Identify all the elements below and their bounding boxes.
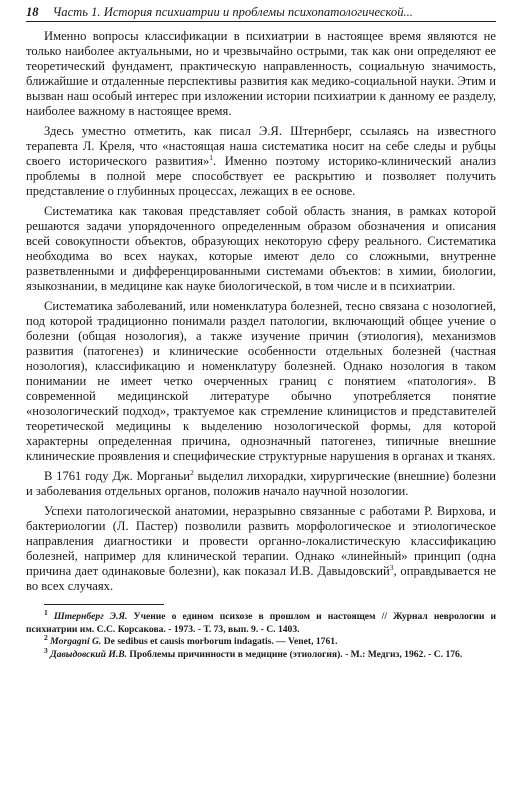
running-title: Часть 1. История психиатрии и проблемы психопатологической...	[52, 5, 413, 19]
footnote-ref: 1	[209, 152, 214, 162]
paragraph-1	[26, 29, 496, 119]
paragraph-4	[26, 299, 496, 464]
paragraph-text: Здесь уместно отметить, как писал Э.Я. Штернберг, ссылаясь на известного терапевта Л. Креля, что «настоящая наша систематика носит на себе следы и рубцы своего исторического развития»	[26, 124, 496, 168]
footnote-ref: 3	[389, 562, 394, 572]
footnote-mark: 2	[44, 632, 48, 642]
header-rule	[26, 21, 496, 22]
footnote-author: Morgagni G.	[50, 636, 102, 647]
footnote-text: De sedibus et causis morborum indagatis. — Venet, 1761.	[101, 636, 338, 647]
footnote-3	[26, 645, 496, 662]
footnote-rule	[44, 604, 164, 605]
paragraph-text: Именно вопросы классификации в психиатрии в настоящее время являются не только наиболее актуальными, но и чрезвычайно острыми, так как они определяют ее теоретический фундамент, практическую направленность, социальную значимость, ближайшие и отдаленные перспективы развития как медико-социальной науки. Этим и вызван наш особый интерес при изложении истории психиатрии к данному ее разделу, наиболее важному в настоящее время.	[26, 29, 496, 118]
footnote-text: Учение о едином психозе в прошлом и настоящем // Журнал неврологии и психиатрии им. С.С. Корсакова. - 1973. - Т. 73, вып. 9. - С. 1403.	[26, 611, 496, 635]
footnote-mark: 3	[44, 645, 48, 655]
paragraph-2	[26, 124, 496, 199]
paragraph-3	[26, 204, 496, 294]
page-number: 18	[26, 5, 39, 19]
paragraph-5	[26, 469, 496, 499]
footnote-author: Давыдовский И.В.	[50, 648, 128, 660]
footnote-ref: 2	[189, 467, 194, 477]
footnote-mark: 1	[44, 607, 48, 617]
paragraph-text: Систематика заболеваний, или номенклатура болезней, тесно связана с нозологией, под которой традиционно понимали раздел патологии, включающий общее учение о болезни (общая нозология), а также изучение причин (этиология), механизмов развития (патогенез) и клинические особенности отдельных болезней (частная нозология), классификацию и номенклатуру болезней. Однако нозология в таком понимании не имеет четко очерченных границ с понятием «патология». В современной медицинской литературе обычно употребляется понятие «нозологический подход», трактуемое как стремление клиницистов и представителей теоретической медицины к выделению нозологической формы, для которой характерны определенная причина, однозначный патогенез, типичные внешние клинические проявления и специфические структурные нарушения в органах и тканях.	[26, 299, 496, 463]
paragraph-text: Систематика как таковая представляет собой область знания, в рамках которой решаются задачи упорядоченного определенным образом обозначения и описания всей совокупности объектов, образующих некоторую сферу реального. Систематика необходима во всех науках, которые имеют дело со сложными, внутренне разветвленными и дифференцированными системами объектов: в химии, биологии, языкознании, в медицине как науке биологической, в том числе и в психиатрии.	[26, 204, 496, 293]
paragraph-text: В 1761 году Дж. Морганьи	[44, 469, 190, 483]
footnote-author: Штернберг Э.Я.	[53, 611, 128, 622]
paragraph-text: , оправдывается не во всех случаях.	[26, 564, 496, 593]
paragraph-6	[26, 504, 496, 594]
running-header	[26, 4, 496, 20]
paragraph-text: . Именно поэтому историко-клинический анализ проблемы в полной мере способствует ее раскрытию и позволяет получить представление о глубинных процессах, лежащих в ее основе.	[26, 154, 496, 198]
footnote-text: Проблемы причинности в медицине (этиология). - М.: Медгиз, 1962. - С. 176.	[127, 648, 463, 660]
footnote-1	[26, 607, 496, 636]
paragraph-text: Успехи патологической анатомии, неразрывно связанные с работами Р. Вирхова, и бактериологии (Л. Пастер) позволили развить морфологическое и этиологическое направления диагностики и провести органно-локалистическую классификацию болезней, например для клинической терапии. Однако «линейный» принцип (одна причина дает одинаковые болезни), как показал И.В. Давыдовский	[26, 504, 496, 578]
paragraph-text: выделил лихорадки, хирургические (внешние) болезни и заболевания отдельных органов, положив начало научной нозологии.	[26, 469, 496, 498]
footnote-2	[26, 632, 496, 649]
